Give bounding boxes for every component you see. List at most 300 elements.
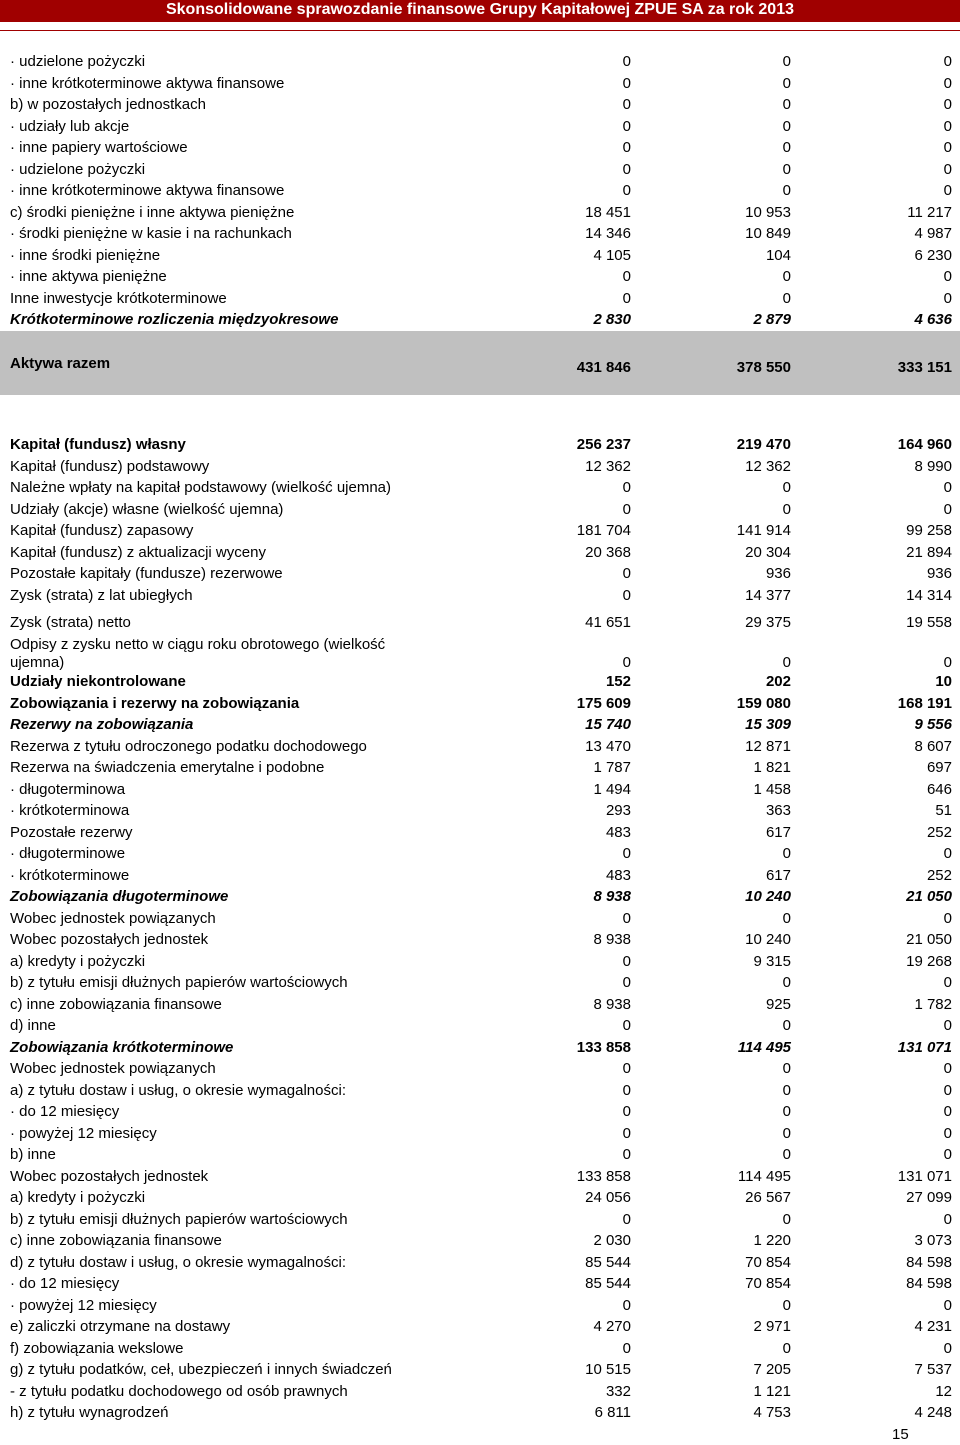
row-value-col2: 0 <box>782 139 791 156</box>
row-value-col3: 0 <box>943 1210 952 1228</box>
row-label: · środki pieniężne w kasie i na rachunkach <box>10 225 292 242</box>
row-value-col3: 0 <box>943 909 952 927</box>
row-label: · inne aktywa pieniężne <box>10 268 167 285</box>
table-row <box>0 953 960 974</box>
table-row <box>0 931 960 952</box>
table-row <box>0 1189 960 1210</box>
row-value-col1: 0 <box>622 1060 631 1077</box>
row-value-col3: 9 556 <box>914 716 952 733</box>
row-value-col3: 0 <box>943 139 952 156</box>
row-value-col1: 1 787 <box>593 759 631 776</box>
row-value-col3: 27 099 <box>906 1189 952 1206</box>
row-label: b) w pozostałych jednostkach <box>10 96 206 113</box>
row-label: Pozostałe kapitały (fundusze) rezerwowe <box>10 565 283 582</box>
table-row <box>0 247 960 268</box>
row-value-col3: 4 987 <box>914 225 952 242</box>
row-value-col2: 1 458 <box>753 780 791 798</box>
row-value-col2: 0 <box>782 1103 791 1120</box>
row-value-col1: 41 651 <box>585 614 631 631</box>
table-row <box>0 565 960 586</box>
table-row <box>0 695 960 716</box>
row-label: d) z tytułu dostaw i usług, o okresie wymagalności: <box>10 1253 346 1271</box>
row-label: Zobowiązania i rezerwy na zobowiązania <box>10 694 300 712</box>
row-label: · inne krótkoterminowe aktywa finansowe <box>10 74 285 92</box>
row-value-col2: 0 <box>782 117 791 135</box>
row-label: Zobowiązania długoterminowe <box>10 888 229 905</box>
row-value-col3: 8 990 <box>914 457 952 475</box>
row-value-col1: 85 544 <box>585 1275 631 1292</box>
row-value-col3: 21 894 <box>906 543 952 561</box>
row-value-col2: 1 121 <box>753 1382 791 1400</box>
row-value-col2: 0 <box>782 1081 791 1099</box>
row-value-col3: 0 <box>943 74 952 92</box>
row-value-col3: 131 071 <box>897 1167 952 1185</box>
row-value-col3: 0 <box>943 182 952 199</box>
row-value-col2: 114 495 <box>737 1167 791 1185</box>
row-value-col3: 936 <box>926 565 952 582</box>
row-label: h) z tytułu wynagrodzeń <box>10 1404 169 1421</box>
row-value-col2: 12 362 <box>745 457 791 475</box>
row-value-col3: 7 537 <box>914 1361 952 1378</box>
row-value-col2: 0 <box>782 1017 791 1034</box>
row-value-col1: 0 <box>622 160 631 178</box>
document-header <box>0 0 960 22</box>
table-row <box>0 867 960 888</box>
row-value-col2: 0 <box>782 1146 791 1163</box>
row-value-col2: 159 080 <box>736 694 791 712</box>
row-value-col1: 0 <box>622 1146 631 1163</box>
row-value-col1: 18 451 <box>585 203 631 221</box>
table-row <box>0 458 960 479</box>
row-label: · krótkoterminowa <box>10 802 130 819</box>
row-label: Krótkoterminowe rozliczenia międzyokresowe <box>10 311 339 328</box>
row-value-col2: 0 <box>782 500 791 518</box>
row-label: b) inne <box>10 1146 56 1163</box>
row-value-col1: 0 <box>622 654 631 671</box>
row-value-col3: 6 230 <box>914 246 952 264</box>
row-value-col3: 646 <box>926 780 952 798</box>
row-value-col1: 0 <box>622 1296 631 1314</box>
row-value-col1: 8 938 <box>593 888 631 905</box>
row-value-col1: 0 <box>622 586 631 604</box>
row-value-col2: 0 <box>782 1296 791 1314</box>
row-value-col3: 0 <box>943 117 952 135</box>
row-label: Rezerwa z tytułu odroczonego podatku dochodowego <box>10 737 367 755</box>
row-label: · do 12 miesięcy <box>10 1275 120 1292</box>
row-value-col3: 0 <box>943 289 952 307</box>
table-row <box>0 161 960 182</box>
row-value-col1: 0 <box>622 1103 631 1120</box>
row-value-col3: 0 <box>943 1017 952 1034</box>
total-value-col1: 431 846 <box>576 359 631 376</box>
row-label: f) zobowiązania wekslowe <box>10 1339 184 1357</box>
row-value-col2: 10 240 <box>745 931 791 948</box>
row-value-col3: 51 <box>935 802 952 819</box>
row-value-col1: 0 <box>622 1210 631 1228</box>
row-value-col1: 14 346 <box>585 225 631 242</box>
row-value-col1: 8 938 <box>593 995 631 1013</box>
row-value-col2: 10 240 <box>745 888 791 905</box>
row-value-col3: 21 050 <box>906 888 952 905</box>
row-value-col1: 0 <box>622 974 631 991</box>
write-offs-row <box>0 636 960 676</box>
table-row <box>0 587 960 608</box>
row-value-col2: 202 <box>765 673 791 690</box>
table-row <box>0 1146 960 1167</box>
row-value-col2: 219 470 <box>736 436 791 453</box>
row-value-col1: 0 <box>622 268 631 285</box>
row-value-col2: 0 <box>782 53 791 70</box>
table-row <box>0 781 960 802</box>
row-value-col3: 168 191 <box>897 694 952 712</box>
row-value-col3: 0 <box>943 1296 952 1314</box>
row-label: · długoterminowa <box>10 780 126 798</box>
row-value-col3: 0 <box>943 96 952 113</box>
total-label: Aktywa razem <box>10 355 111 372</box>
row-value-col3: 4 636 <box>914 311 952 328</box>
row-value-col1: 8 938 <box>593 931 631 948</box>
row-value-col2: 0 <box>782 909 791 927</box>
row-value-col1: 0 <box>622 96 631 113</box>
table-row <box>0 759 960 780</box>
row-label: b) z tytułu emisji dłużnych papierów wartościowych <box>10 1210 348 1228</box>
row-label: c) inne zobowiązania finansowe <box>10 995 222 1013</box>
row-value-col2: 2 879 <box>753 311 791 328</box>
row-value-col1: 2 830 <box>593 311 631 328</box>
row-label: Wobec pozostałych jednostek <box>10 1167 209 1185</box>
row-value-col1: 0 <box>622 117 631 135</box>
row-value-col1: 181 704 <box>576 522 631 539</box>
table-row <box>0 1361 960 1382</box>
table-row <box>0 225 960 246</box>
row-value-col3: 0 <box>943 1060 952 1077</box>
row-value-col2: 1 220 <box>753 1232 791 1249</box>
row-value-col1: 483 <box>605 866 631 884</box>
table-row <box>0 1318 960 1339</box>
header-rule <box>0 30 960 31</box>
row-value-col2: 617 <box>765 823 791 841</box>
row-value-col2: 0 <box>782 845 791 862</box>
row-value-col2: 1 821 <box>753 759 791 776</box>
row-value-col1: 133 858 <box>576 1038 631 1056</box>
row-value-col3: 0 <box>943 1124 952 1142</box>
row-label: Udziały (akcje) własne (wielkość ujemna) <box>10 500 284 518</box>
row-label: · długoterminowe <box>10 845 126 862</box>
row-value-col1: 0 <box>622 1339 631 1357</box>
row-value-col3: 4 248 <box>914 1404 952 1421</box>
row-value-col1: 175 609 <box>576 694 631 712</box>
row-value-col2: 0 <box>782 479 791 496</box>
table-row <box>0 1232 960 1253</box>
row-value-col1: 0 <box>622 479 631 496</box>
row-label: Kapitał (fundusz) zapasowy <box>10 522 194 539</box>
row-value-col3: 131 071 <box>897 1038 952 1056</box>
row-value-col3: 697 <box>926 759 952 776</box>
row-value-col2: 29 375 <box>745 614 791 631</box>
row-label: · powyżej 12 miesięcy <box>10 1296 157 1314</box>
table-row <box>0 501 960 522</box>
row-value-col1: 0 <box>622 74 631 92</box>
table-row <box>0 544 960 565</box>
row-label: Rezerwy na zobowiązania <box>10 716 194 733</box>
row-label: Udziały niekontrolowane <box>10 673 186 690</box>
table-row <box>0 311 960 332</box>
row-label: · udziały lub akcje <box>10 117 130 135</box>
row-label: a) kredyty i pożyczki <box>10 952 146 970</box>
row-label: e) zaliczki otrzymane na dostawy <box>10 1318 231 1335</box>
table-row <box>0 1297 960 1318</box>
row-value-col2: 141 914 <box>736 522 791 539</box>
table-row <box>0 204 960 225</box>
row-value-col3: 0 <box>943 479 952 496</box>
row-value-col3: 19 558 <box>906 614 952 631</box>
row-value-col2: 0 <box>782 974 791 991</box>
table-row <box>0 1082 960 1103</box>
row-label: · inne papiery wartościowe <box>10 139 188 156</box>
table-row <box>0 1383 960 1404</box>
row-value-col2: 0 <box>782 1339 791 1357</box>
row-label: Kapitał (fundusz) z aktualizacji wyceny <box>10 543 266 561</box>
row-value-col3: 84 598 <box>906 1275 952 1292</box>
row-value-col1: 13 470 <box>585 737 631 755</box>
table-row <box>0 436 960 457</box>
table-row <box>0 1017 960 1038</box>
row-value-col2: 4 753 <box>753 1404 791 1421</box>
row-value-col2: 0 <box>782 182 791 199</box>
row-value-col1: 0 <box>622 1081 631 1099</box>
row-value-col3: 0 <box>943 160 952 178</box>
row-value-col1: 152 <box>605 673 631 690</box>
row-label: Wobec jednostek powiązanych <box>10 909 216 927</box>
row-value-col1: 20 368 <box>585 543 631 561</box>
table-row <box>0 673 960 694</box>
row-value-col1: 4 270 <box>593 1318 631 1335</box>
table-row <box>0 716 960 737</box>
row-label: Pozostałe rezerwy <box>10 823 133 841</box>
total-assets-band <box>0 331 960 395</box>
row-value-col2: 0 <box>782 268 791 285</box>
table-row <box>0 845 960 866</box>
table-row <box>0 910 960 931</box>
row-value-col2: 0 <box>782 1060 791 1077</box>
row-label-line2: ujemna) <box>10 654 65 671</box>
row-value-col3: 19 268 <box>906 952 952 970</box>
row-value-col2: 12 871 <box>745 737 791 755</box>
row-value-col2: 0 <box>782 74 791 92</box>
row-value-col1: 24 056 <box>585 1189 631 1206</box>
row-label: · udzielone pożyczki <box>10 53 146 70</box>
table-row <box>0 1254 960 1275</box>
row-value-col1: 12 362 <box>585 457 631 475</box>
table-row <box>0 118 960 139</box>
row-label: Zysk (strata) netto <box>10 614 131 631</box>
row-value-col1: 0 <box>622 1124 631 1142</box>
row-value-col2: 10 849 <box>745 225 791 242</box>
row-value-col1: 0 <box>622 909 631 927</box>
row-value-col3: 84 598 <box>906 1253 952 1271</box>
row-value-col3: 4 231 <box>914 1318 952 1335</box>
row-value-col1: 15 740 <box>585 716 631 733</box>
row-value-col1: 0 <box>622 182 631 199</box>
row-value-col2: 10 953 <box>745 203 791 221</box>
total-value-col2: 378 550 <box>736 359 791 376</box>
table-row <box>0 1060 960 1081</box>
row-value-col3: 0 <box>943 1081 952 1099</box>
row-label-line1: Odpisy z zysku netto w ciągu roku obrotowego (wielkość <box>10 636 386 653</box>
row-value-col3: 0 <box>943 1146 952 1163</box>
row-value-col3: 11 217 <box>907 203 952 221</box>
row-value-col3: 99 258 <box>906 522 952 539</box>
net-profit-row <box>0 614 960 635</box>
row-value-col3: 1 782 <box>914 995 952 1013</box>
row-value-col1: 256 237 <box>576 436 631 453</box>
row-value-col1: 85 544 <box>585 1253 631 1271</box>
row-label: b) z tytułu emisji dłużnych papierów wartościowych <box>10 974 348 991</box>
row-value-col3: 12 <box>935 1382 952 1400</box>
row-value-col2: 70 854 <box>745 1275 791 1292</box>
table-row <box>0 479 960 500</box>
row-label: d) inne <box>10 1017 56 1034</box>
row-value-col2: 0 <box>782 654 791 671</box>
row-label: c) inne zobowiązania finansowe <box>10 1232 222 1249</box>
table-row <box>0 802 960 823</box>
row-value-col1: 293 <box>605 802 631 819</box>
row-value-col1: 10 515 <box>585 1361 631 1378</box>
table-row <box>0 1125 960 1146</box>
row-value-col1: 0 <box>622 289 631 307</box>
row-value-col3: 252 <box>926 823 952 841</box>
table-row <box>0 1168 960 1189</box>
row-label: · do 12 miesięcy <box>10 1103 120 1120</box>
table-row <box>0 1103 960 1124</box>
row-value-col3: 0 <box>943 974 952 991</box>
row-value-col3: 21 050 <box>906 931 952 948</box>
table-row <box>0 1340 960 1361</box>
table-row <box>0 268 960 289</box>
row-value-col3: 10 <box>935 673 952 690</box>
table-row <box>0 290 960 311</box>
row-value-col1: 0 <box>622 139 631 156</box>
table-row <box>0 182 960 203</box>
row-value-col2: 2 971 <box>753 1318 791 1335</box>
row-label: · inne krótkoterminowe aktywa finansowe <box>10 182 285 199</box>
table-row <box>0 1404 960 1425</box>
row-value-col2: 617 <box>765 866 791 884</box>
row-value-col3: 0 <box>943 845 952 862</box>
row-value-col3: 164 960 <box>897 436 952 453</box>
row-value-col1: 332 <box>605 1382 631 1400</box>
row-label: a) kredyty i pożyczki <box>10 1189 146 1206</box>
row-label: Kapitał (fundusz) własny <box>10 436 186 453</box>
row-value-col3: 14 314 <box>906 586 952 604</box>
row-label: a) z tytułu dostaw i usług, o okresie wymagalności: <box>10 1081 346 1099</box>
row-label: · powyżej 12 miesięcy <box>10 1124 157 1142</box>
row-value-col3: 0 <box>943 1103 952 1120</box>
table-row <box>0 738 960 759</box>
row-value-col2: 15 309 <box>745 716 791 733</box>
document-title: Skonsolidowane sprawozdanie finansowe Grupy Kapitałowej ZPUE SA za rok 2013 <box>165 1 794 18</box>
row-value-col3: 252 <box>926 866 952 884</box>
row-value-col3: 0 <box>943 1339 952 1357</box>
row-value-col3: 3 073 <box>914 1232 952 1249</box>
row-value-col1: 0 <box>622 952 631 970</box>
row-value-col2: 7 205 <box>753 1361 791 1378</box>
total-value-col3: 333 151 <box>897 359 952 376</box>
row-value-col1: 483 <box>605 823 631 841</box>
row-value-col3: 0 <box>943 654 952 671</box>
row-value-col1: 0 <box>622 1017 631 1034</box>
row-value-col1: 0 <box>622 53 631 70</box>
row-value-col2: 114 495 <box>737 1038 791 1056</box>
row-label: Wobec pozostałych jednostek <box>10 931 209 948</box>
row-value-col1: 0 <box>622 845 631 862</box>
table-row <box>0 522 960 543</box>
row-value-col2: 936 <box>765 565 791 582</box>
row-value-col2: 0 <box>782 1124 791 1142</box>
row-value-col2: 20 304 <box>745 543 791 561</box>
row-value-col2: 104 <box>765 246 791 264</box>
row-value-col2: 0 <box>782 160 791 178</box>
row-value-col3: 0 <box>943 268 952 285</box>
table-row <box>0 1211 960 1232</box>
row-label: c) środki pieniężne i inne aktywa pieniężne <box>10 203 295 221</box>
row-value-col1: 6 811 <box>594 1404 631 1421</box>
row-label: Wobec jednostek powiązanych <box>10 1060 216 1077</box>
row-value-col2: 14 377 <box>745 586 791 604</box>
row-label: · krótkoterminowe <box>10 866 130 884</box>
row-value-col2: 363 <box>765 802 791 819</box>
row-value-col2: 9 315 <box>753 952 791 970</box>
row-value-col2: 0 <box>782 289 791 307</box>
row-label: Kapitał (fundusz) podstawowy <box>10 457 210 475</box>
row-label: Inne inwestycje krótkoterminowe <box>10 289 227 307</box>
row-label: · udzielone pożyczki <box>10 160 146 178</box>
row-label: - z tytułu podatku dochodowego od osób prawnych <box>10 1382 348 1400</box>
row-label: Należne wpłaty na kapitał podstawowy (wielkość ujemna) <box>10 479 392 496</box>
row-value-col3: 0 <box>943 500 952 518</box>
row-value-col2: 26 567 <box>745 1189 791 1206</box>
table-row <box>0 96 960 117</box>
row-value-col1: 133 858 <box>576 1167 631 1185</box>
row-value-col3: 0 <box>943 53 952 70</box>
row-value-col3: 8 607 <box>914 737 952 755</box>
row-value-col1: 2 030 <box>593 1232 631 1249</box>
table-row <box>0 139 960 160</box>
row-value-col1: 4 105 <box>593 246 631 264</box>
row-value-col1: 0 <box>622 565 631 582</box>
row-label: Zobowiązania krótkoterminowe <box>10 1038 234 1056</box>
page-number: 15 <box>892 1426 909 1443</box>
row-label: g) z tytułu podatków, ceł, ubezpieczeń i innych świadczeń <box>10 1361 392 1378</box>
row-label: Rezerwa na świadczenia emerytalne i podobne <box>10 759 325 776</box>
row-value-col2: 925 <box>765 995 791 1013</box>
row-label: Zysk (strata) z lat ubiegłych <box>10 586 193 604</box>
row-value-col2: 0 <box>782 1210 791 1228</box>
row-value-col1: 1 494 <box>593 780 631 798</box>
row-value-col2: 0 <box>782 96 791 113</box>
table-row <box>0 1039 960 1060</box>
table-row <box>0 888 960 909</box>
table-row <box>0 824 960 845</box>
table-row <box>0 974 960 995</box>
table-row <box>0 53 960 74</box>
table-row <box>0 75 960 96</box>
row-value-col1: 0 <box>622 500 631 518</box>
row-label: · inne środki pieniężne <box>10 246 161 264</box>
table-row <box>0 1275 960 1296</box>
table-row <box>0 996 960 1017</box>
row-value-col2: 70 854 <box>745 1253 791 1271</box>
